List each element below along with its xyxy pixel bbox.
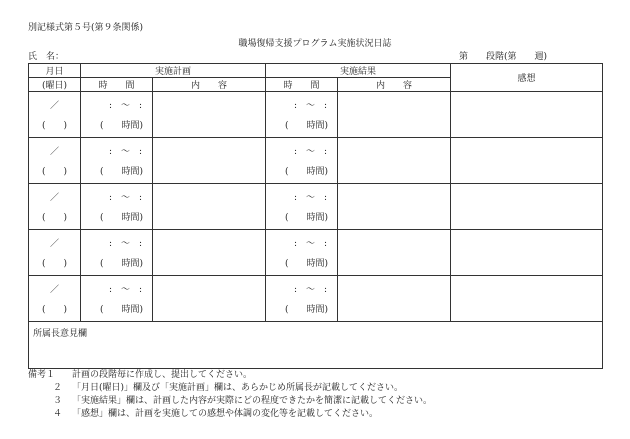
result-time-range: : ～ :: [293, 239, 328, 249]
weekday-parens: ( ): [41, 213, 68, 223]
notes-section: [28, 369, 432, 421]
impression-cell[interactable]: [451, 92, 603, 138]
note-text: 「実施結果」欄は、計画した内容が実際にどの程度できたかを簡潔に記載してください。: [72, 396, 433, 406]
stage-week-label: 第 段階(第 週): [459, 52, 548, 62]
result-time-cell[interactable]: [266, 230, 338, 276]
date-slash: ／: [49, 101, 59, 111]
plan-time-range: : ～ :: [108, 193, 143, 203]
plan-content-cell[interactable]: [153, 92, 266, 138]
remarks-label: 所属長意見欄: [33, 329, 88, 339]
result-content-cell[interactable]: [338, 184, 451, 230]
date-cell[interactable]: [29, 276, 81, 322]
date-cell[interactable]: [29, 184, 81, 230]
date-header-bottom: (曜日): [29, 78, 81, 92]
impression-cell[interactable]: [451, 276, 603, 322]
weekday-parens: ( ): [41, 121, 68, 131]
plan-time-cell[interactable]: [81, 230, 153, 276]
date-slash: ／: [49, 239, 59, 249]
day-row: [29, 184, 603, 230]
result-content-cell[interactable]: [338, 230, 451, 276]
result-time-cell[interactable]: [266, 276, 338, 322]
plan-content-header: 内 容: [153, 78, 266, 92]
result-time-cell[interactable]: [266, 138, 338, 184]
result-hours: ( 時間): [285, 167, 329, 177]
plan-time-cell[interactable]: [81, 138, 153, 184]
weekday-parens: ( ): [41, 305, 68, 315]
plan-content-cell[interactable]: [153, 184, 266, 230]
note-item: [28, 395, 432, 408]
weekday-parens: ( ): [41, 259, 68, 269]
plan-hours: ( 時間): [99, 259, 144, 269]
result-hours: ( 時間): [285, 259, 329, 269]
result-hours: ( 時間): [285, 305, 329, 315]
plan-time-range: : ～ :: [108, 285, 143, 295]
impression-cell[interactable]: [451, 184, 603, 230]
date-cell[interactable]: [29, 92, 81, 138]
result-time-cell[interactable]: [266, 184, 338, 230]
plan-hours: ( 時間): [99, 305, 144, 315]
date-cell[interactable]: [29, 138, 81, 184]
daily-log-table: [28, 63, 603, 369]
date-slash: ／: [49, 147, 59, 157]
name-label: 氏 名：: [28, 52, 65, 62]
date-slash: ／: [49, 285, 59, 295]
plan-time-header: 時 間: [81, 78, 153, 92]
day-row: [29, 138, 603, 184]
day-row: [29, 230, 603, 276]
impression-header: 感想: [451, 64, 603, 92]
note-number: 備考１: [28, 370, 56, 380]
day-row: [29, 276, 603, 322]
note-number: ４: [52, 409, 62, 419]
plan-time-cell[interactable]: [81, 92, 153, 138]
plan-time-range: : ～ :: [108, 147, 143, 157]
plan-time-cell[interactable]: [81, 184, 153, 230]
day-row: [29, 92, 603, 138]
note-text: 「月日(曜日)」欄及び「実施計画」欄は、あらかじめ所属長が記載してください。: [72, 383, 404, 393]
document-title: 職場復帰支援プログラム実施状況日誌: [238, 39, 392, 49]
result-content-cell[interactable]: [338, 276, 451, 322]
plan-header: 実施計画: [81, 64, 266, 78]
result-content-cell[interactable]: [338, 92, 451, 138]
plan-content-cell[interactable]: [153, 230, 266, 276]
result-time-range: : ～ :: [293, 285, 328, 295]
note-number: ３: [52, 396, 62, 406]
plan-time-range: : ～ :: [108, 239, 143, 249]
form-number: 別記様式第５号(第９条関係): [28, 23, 144, 33]
supervisor-remarks-field[interactable]: [29, 322, 603, 369]
result-time-cell[interactable]: [266, 92, 338, 138]
note-item: [28, 408, 432, 421]
result-time-range: : ～ :: [293, 193, 328, 203]
result-content-header: 内 容: [338, 78, 451, 92]
date-header-top: 月日: [29, 64, 81, 78]
plan-hours: ( 時間): [99, 167, 144, 177]
note-number: ２: [52, 383, 62, 393]
note-item: [28, 382, 432, 395]
result-time-range: : ～ :: [293, 147, 328, 157]
plan-hours: ( 時間): [99, 121, 144, 131]
plan-time-range: : ～ :: [108, 101, 143, 111]
plan-content-cell[interactable]: [153, 276, 266, 322]
note-text: 計画の段階毎に作成し、提出してください。: [72, 370, 253, 380]
weekday-parens: ( ): [41, 167, 68, 177]
date-slash: ／: [49, 193, 59, 203]
result-time-range: : ～ :: [293, 101, 328, 111]
plan-time-cell[interactable]: [81, 276, 153, 322]
plan-hours: ( 時間): [99, 213, 144, 223]
result-content-cell[interactable]: [338, 138, 451, 184]
result-hours: ( 時間): [285, 213, 329, 223]
impression-cell[interactable]: [451, 230, 603, 276]
result-hours: ( 時間): [285, 121, 329, 131]
result-header: 実施結果: [266, 64, 451, 78]
plan-content-cell[interactable]: [153, 138, 266, 184]
result-time-header: 時 間: [266, 78, 338, 92]
impression-cell[interactable]: [451, 138, 603, 184]
date-cell[interactable]: [29, 230, 81, 276]
note-item: [28, 369, 432, 382]
note-text: 「感想」欄は、計画を実施しての感想や体調の変化等を記載してください。: [72, 409, 379, 419]
